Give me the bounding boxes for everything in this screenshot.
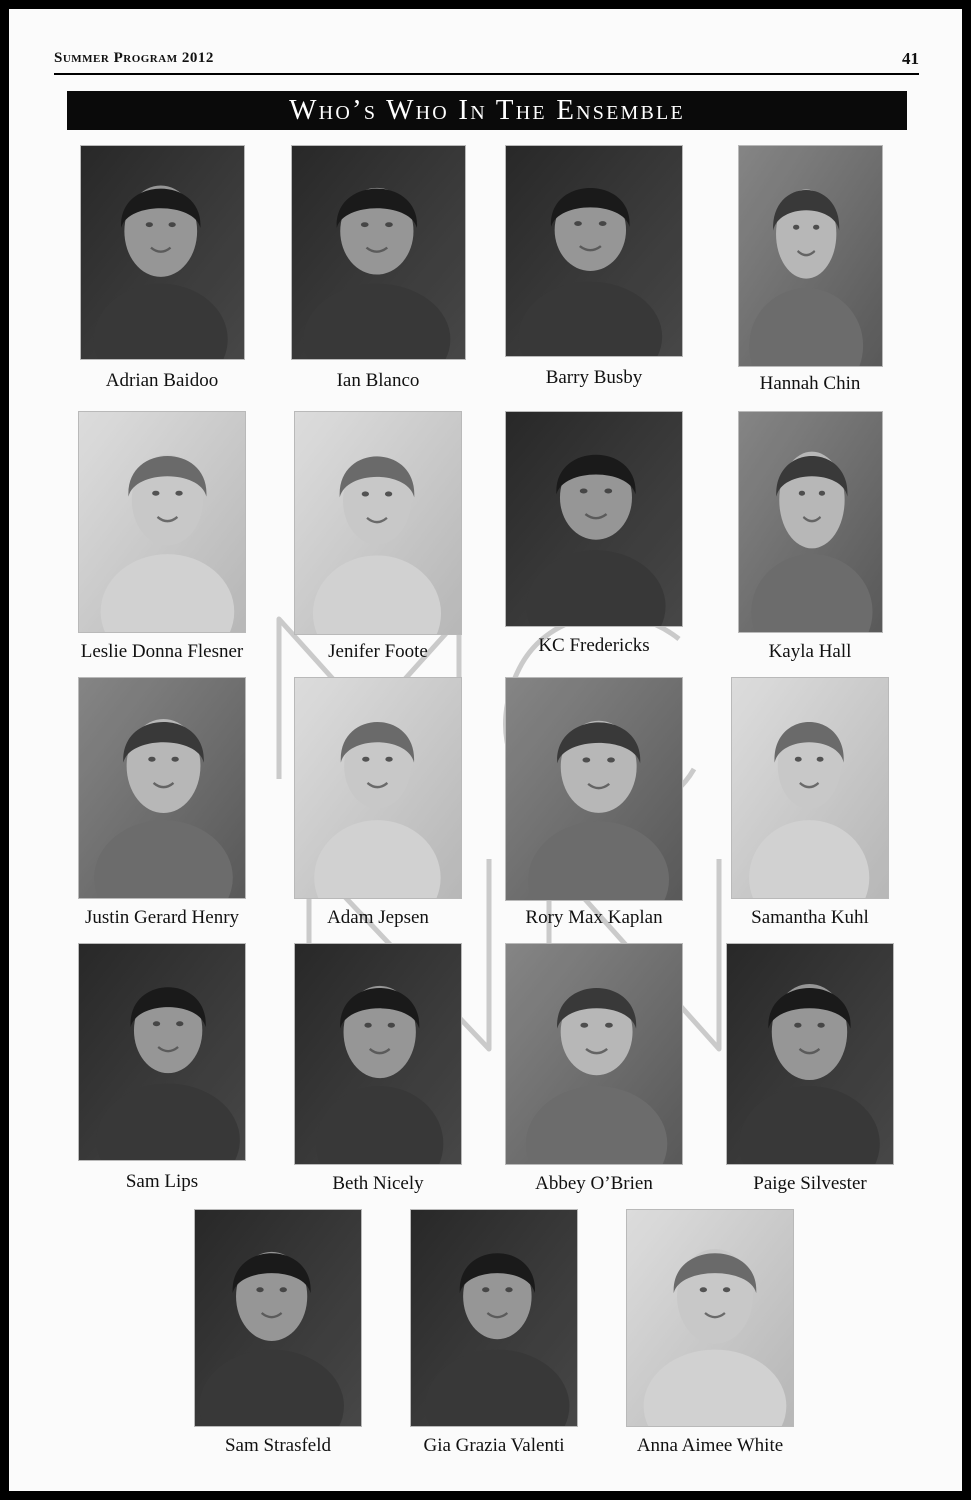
ensemble-row: [54, 677, 919, 929]
ensemble-row: [54, 943, 919, 1195]
headshot-kc-fredericks: [505, 411, 683, 627]
headshot-kayla-hall: [738, 411, 883, 633]
ensemble-member: [54, 145, 270, 397]
ensemble-row: [170, 1209, 919, 1461]
member-name: Barry Busby: [545, 367, 643, 388]
headshot-beth-nicely: [294, 943, 462, 1165]
ensemble-member: [270, 943, 486, 1195]
headshot-paige-silvester: [726, 943, 894, 1165]
page-number: 41: [902, 49, 919, 68]
member-name: Ian Blanco: [336, 370, 420, 391]
ensemble-member: [702, 145, 918, 397]
member-name: Rory Max Kaplan: [525, 907, 663, 928]
headshot-jenifer-foote: [294, 411, 462, 635]
ensemble-member: [486, 145, 702, 397]
running-head: [54, 49, 919, 75]
running-head-title: Summer Program 2012: [54, 50, 214, 66]
member-name: Leslie Donna Flesner: [80, 641, 244, 662]
headshot-leslie-donna-flesner: [78, 411, 246, 633]
ensemble-member: [486, 677, 702, 929]
ensemble-member: [702, 411, 918, 663]
ensemble-member: [486, 943, 702, 1195]
headshot-barry-busby: [505, 145, 683, 357]
headshot-gia-grazia-valenti: [410, 1209, 578, 1427]
member-name: Samantha Kuhl: [751, 907, 869, 928]
ensemble-row: [54, 411, 919, 663]
section-title: Who’s Who In The Ensemble: [289, 94, 685, 126]
headshot-hannah-chin: [738, 145, 883, 367]
headshot-abbey-obrien: [505, 943, 683, 1165]
ensemble-grid: [54, 145, 919, 1475]
member-name: Abbey O’Brien: [535, 1173, 653, 1194]
page-sheet: [9, 9, 962, 1491]
ensemble-member: [702, 943, 918, 1195]
member-name: KC Fredericks: [538, 635, 650, 656]
member-name: Kayla Hall: [768, 641, 852, 662]
ensemble-member: [170, 1209, 386, 1461]
ensemble-member: [270, 411, 486, 663]
member-name: Sam Lips: [125, 1171, 199, 1192]
member-name: Sam Strasfeld: [224, 1435, 332, 1456]
headshot-anna-aimee-white: [626, 1209, 794, 1427]
member-name: Jenifer Foote: [328, 641, 428, 662]
headshot-adrian-baidoo: [80, 145, 245, 360]
headshot-adam-jepsen: [294, 677, 462, 899]
headshot-samantha-kuhl: [731, 677, 889, 899]
ensemble-member: [702, 677, 918, 929]
member-name: Adam Jepsen: [327, 907, 429, 928]
member-name: Adrian Baidoo: [105, 370, 219, 391]
member-name: Anna Aimee White: [636, 1435, 784, 1456]
member-name: Paige Silvester: [753, 1173, 867, 1194]
ensemble-member: [602, 1209, 818, 1461]
headshot-ian-blanco: [291, 145, 466, 360]
ensemble-member: [270, 145, 486, 397]
headshot-justin-gerard-henry: [78, 677, 246, 899]
ensemble-member: [54, 411, 270, 663]
member-name: Gia Grazia Valenti: [423, 1435, 565, 1456]
ensemble-row: [54, 145, 919, 397]
headshot-rory-max-kaplan: [505, 677, 683, 901]
member-name: Beth Nicely: [332, 1173, 424, 1194]
member-name: Hannah Chin: [759, 373, 861, 394]
headshot-sam-strasfeld: [194, 1209, 362, 1427]
section-title-banner: [67, 91, 907, 130]
ensemble-member: [54, 943, 270, 1195]
member-name: Justin Gerard Henry: [84, 907, 240, 928]
ensemble-member: [270, 677, 486, 929]
headshot-sam-lips: [78, 943, 246, 1161]
ensemble-member: [486, 411, 702, 663]
ensemble-member: [54, 677, 270, 929]
ensemble-member: [386, 1209, 602, 1461]
